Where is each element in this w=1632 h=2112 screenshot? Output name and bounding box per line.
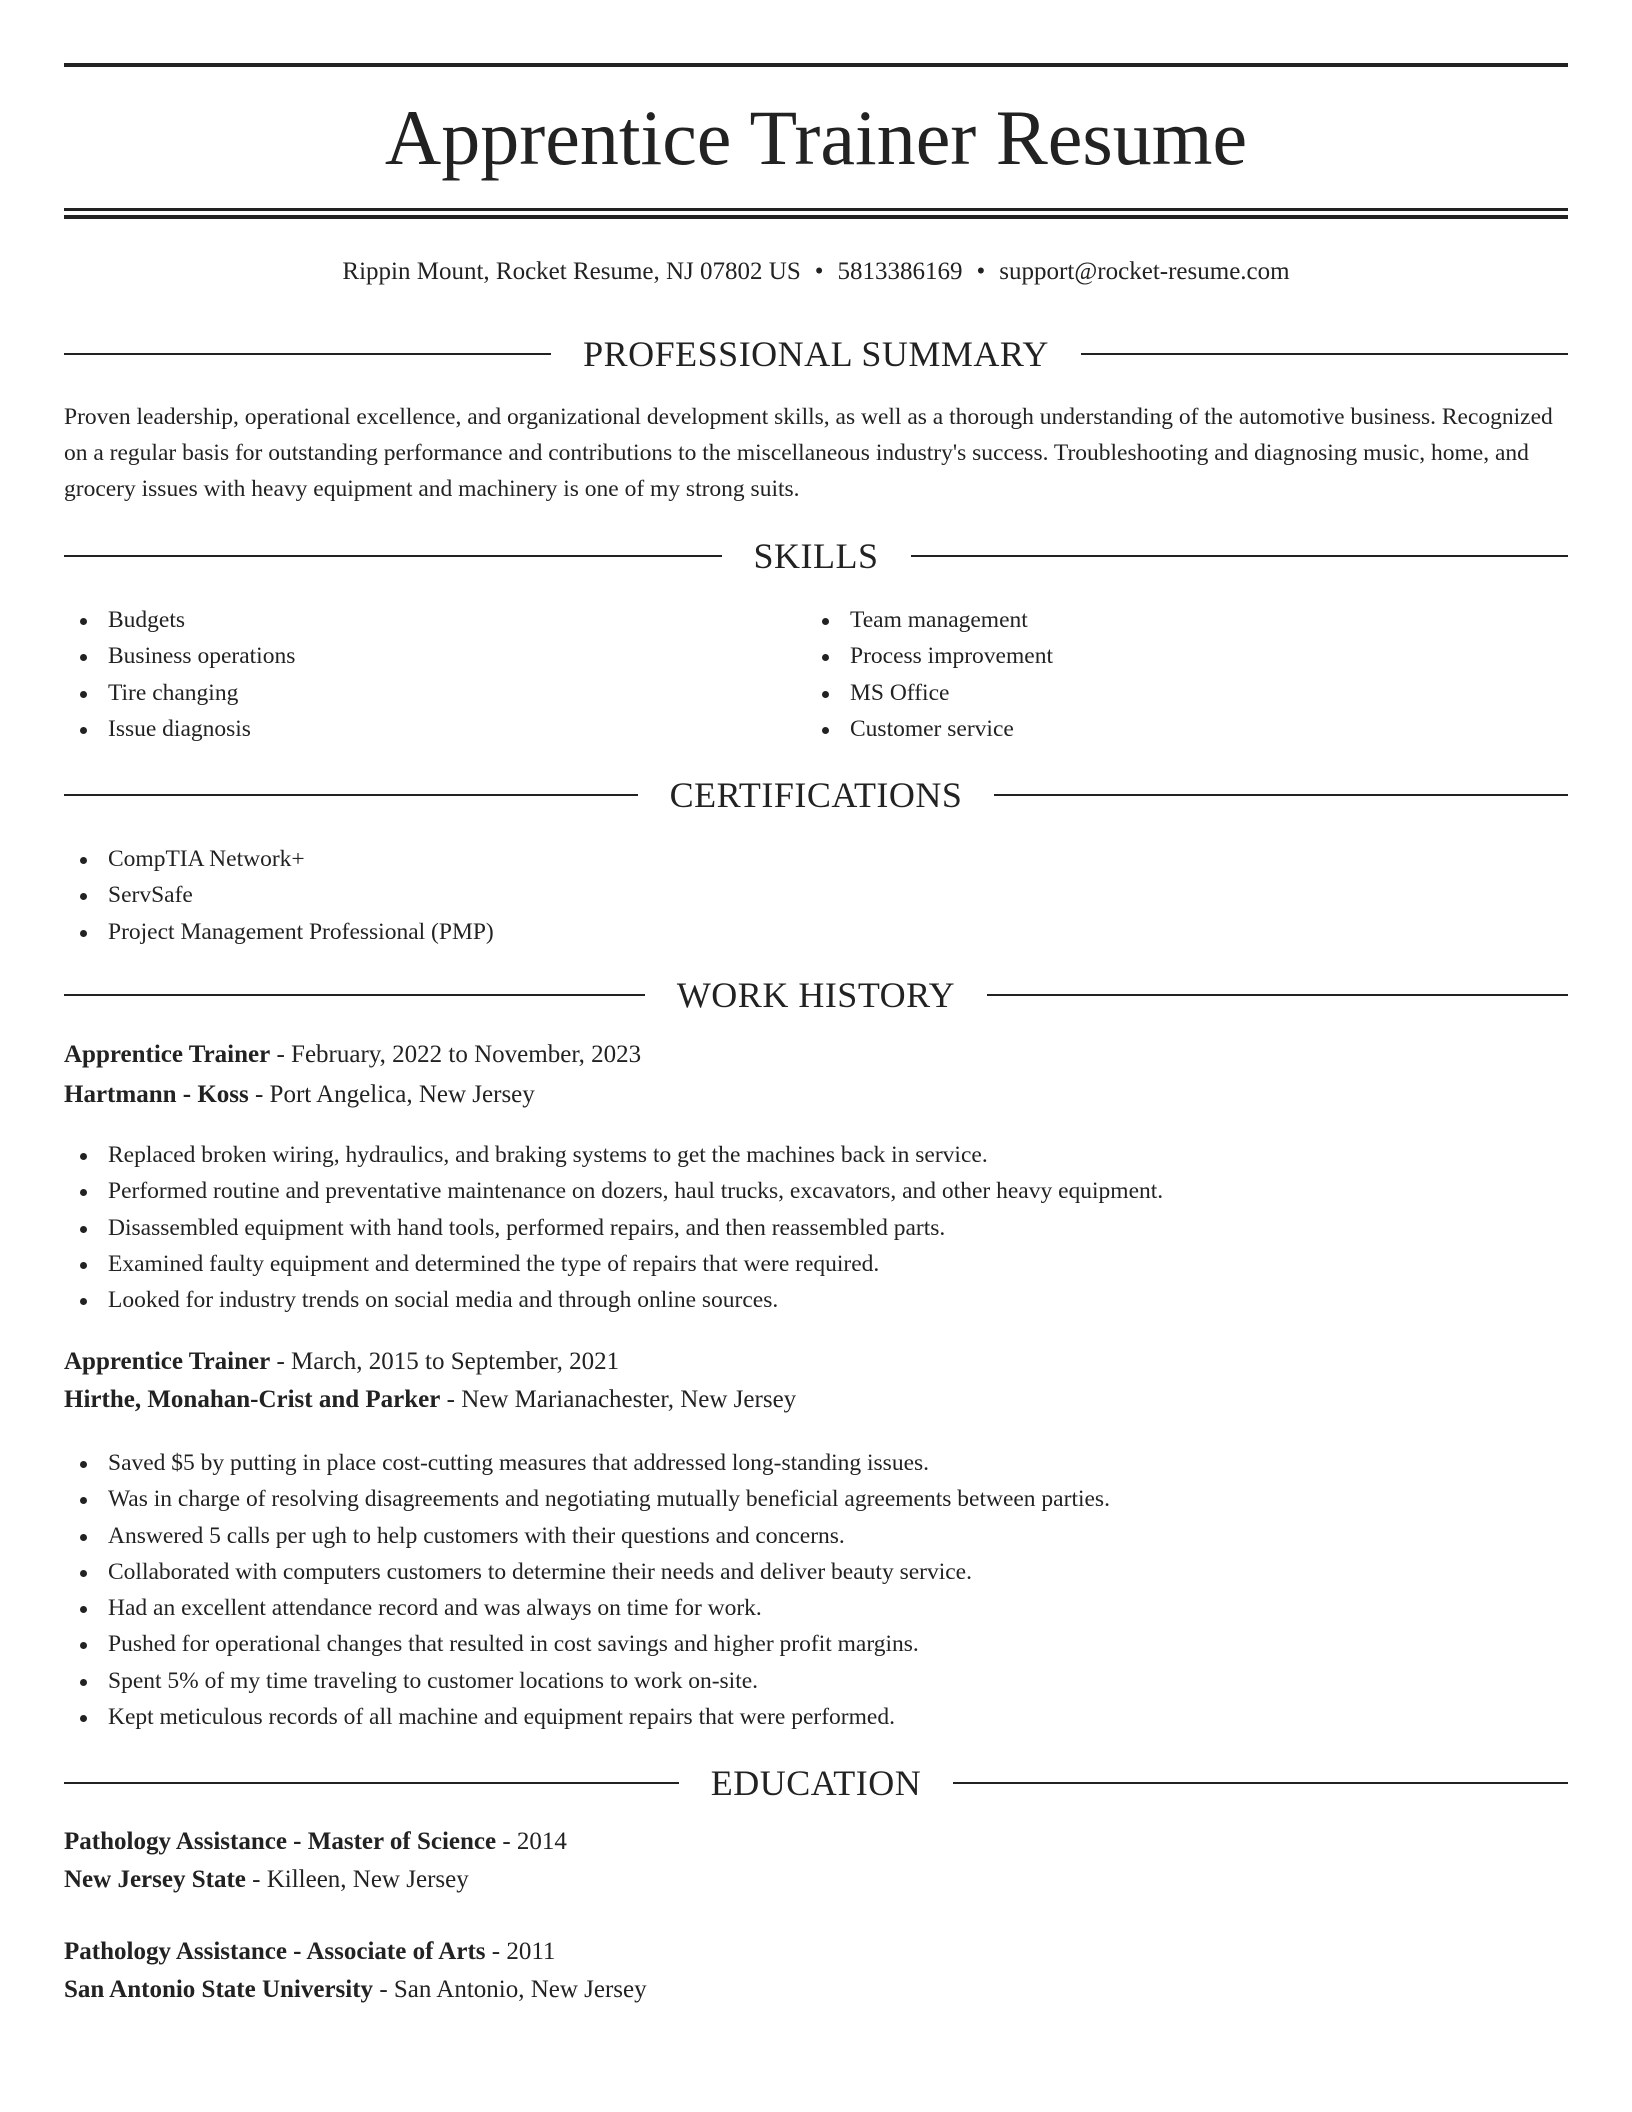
job-duty-item: Collaborated with computers customers to determine their needs and deliver beauty service. xyxy=(64,1554,1568,1590)
education-degree: Pathology Assistance - Master of Science xyxy=(64,1828,497,1855)
job-company-line xyxy=(64,1380,796,1420)
contact-email: support@rocket-resume.com xyxy=(999,258,1290,285)
skill-item: Customer service xyxy=(806,711,1546,747)
job-duty-item: Pushed for operational changes that resulted in cost savings and higher profit margins. xyxy=(64,1626,1568,1662)
contact-address: Rippin Mount, Rocket Resume, NJ 07802 US xyxy=(342,258,801,285)
education-school-line xyxy=(64,1860,469,1900)
contact-line xyxy=(64,252,1568,292)
job-duty-item: Was in charge of resolving disagreements and negotiating mutually beneficial agreements between parties. xyxy=(64,1481,1568,1517)
job-title: Apprentice Trainer xyxy=(64,1041,271,1068)
job-location: - Port Angelica, New Jersey xyxy=(248,1081,535,1108)
education-degree-line xyxy=(64,1932,555,1972)
job-duty-item: Examined faulty equipment and determined the type of repairs that were required. xyxy=(64,1246,1568,1282)
job-duty-item: Looked for industry trends on social media and through online sources. xyxy=(64,1282,1568,1318)
section-heading-certifications: CERTIFICATIONS xyxy=(64,772,1568,818)
skills-list-left xyxy=(64,602,804,747)
job-duty-item: Replaced broken wiring, hydraulics, and braking systems to get the machines back in service. xyxy=(64,1137,1568,1173)
job-duty-item: Kept meticulous records of all machine and equipment repairs that were performed. xyxy=(64,1699,1568,1735)
skill-item: MS Office xyxy=(806,675,1546,711)
summary-text: Proven leadership, operational excellence, and organizational development skills, as well as a thorough understanding of the automotive business. Recognized on a regular basis for outstanding performance and contributions to the miscellaneous industry's success. Troubleshooting and diagnosing music, home, and grocery issues with heavy equipment and machinery is one of my strong suits. xyxy=(64,404,1553,502)
education-school: San Antonio State University xyxy=(64,1976,374,2003)
skill-item: Budgets xyxy=(64,602,804,638)
skill-item: Tire changing xyxy=(64,675,804,711)
certifications-list xyxy=(64,841,1568,950)
job-duty-item: Had an excellent attendance record and was always on time for work. xyxy=(64,1590,1568,1626)
education-location: - Killeen, New Jersey xyxy=(245,1866,469,1893)
job-company: Hartmann - Koss xyxy=(64,1081,249,1108)
contact-separator: • xyxy=(976,258,986,285)
job-duty-item: Performed routine and preventative maintenance on dozers, haul trucks, excavators, and other heavy equipment. xyxy=(64,1173,1568,1209)
skill-item: Issue diagnosis xyxy=(64,711,804,747)
certification-item: ServSafe xyxy=(64,877,1568,913)
education-degree: Pathology Assistance - Associate of Arts xyxy=(64,1938,486,1965)
job-duty-item: Spent 5% of my time traveling to customer locations to work on-site. xyxy=(64,1663,1568,1699)
education-location: - San Antonio, New Jersey xyxy=(373,1976,647,2003)
job-dates: - February, 2022 to November, 2023 xyxy=(270,1041,642,1068)
job-company-line xyxy=(64,1075,535,1115)
education-year: - 2014 xyxy=(496,1828,567,1855)
certification-item: Project Management Professional (PMP) xyxy=(64,914,1568,950)
skill-item: Team management xyxy=(806,602,1546,638)
job-company: Hirthe, Monahan-Crist and Parker xyxy=(64,1386,441,1413)
section-heading-summary: PROFESSIONAL SUMMARY xyxy=(64,331,1568,377)
contact-separator: • xyxy=(814,258,824,285)
section-heading-work-history: WORK HISTORY xyxy=(64,972,1568,1018)
job-title: Apprentice Trainer xyxy=(64,1348,271,1375)
skills-list-right xyxy=(806,602,1546,747)
certification-item: CompTIA Network+ xyxy=(64,841,1568,877)
contact-phone: 5813386169 xyxy=(837,258,963,285)
skill-item: Process improvement xyxy=(806,638,1546,674)
job-duties-list xyxy=(64,1137,1568,1318)
resume-title: Apprentice Trainer Resume xyxy=(384,94,1248,181)
title-double-rule xyxy=(64,208,1568,219)
education-year: - 2011 xyxy=(485,1938,556,1965)
job-dates: - March, 2015 to September, 2021 xyxy=(270,1348,620,1375)
education-school-line xyxy=(64,1970,647,2010)
job-title-line xyxy=(64,1035,641,1075)
job-location: - New Marianachester, New Jersey xyxy=(440,1386,797,1413)
top-rule xyxy=(64,63,1568,67)
job-duty-item: Answered 5 calls per ugh to help customers with their questions and concerns. xyxy=(64,1518,1568,1554)
skill-item: Business operations xyxy=(64,638,804,674)
education-degree-line xyxy=(64,1822,567,1862)
job-duty-item: Saved $5 by putting in place cost-cutting measures that addressed long-standing issues. xyxy=(64,1445,1568,1481)
job-duties-list xyxy=(64,1445,1568,1735)
job-title-line xyxy=(64,1342,619,1382)
section-heading-skills: SKILLS xyxy=(64,533,1568,579)
section-heading-education: EDUCATION xyxy=(64,1760,1568,1806)
education-school: New Jersey State xyxy=(64,1866,246,1893)
job-duty-item: Disassembled equipment with hand tools, performed repairs, and then reassembled parts. xyxy=(64,1210,1568,1246)
